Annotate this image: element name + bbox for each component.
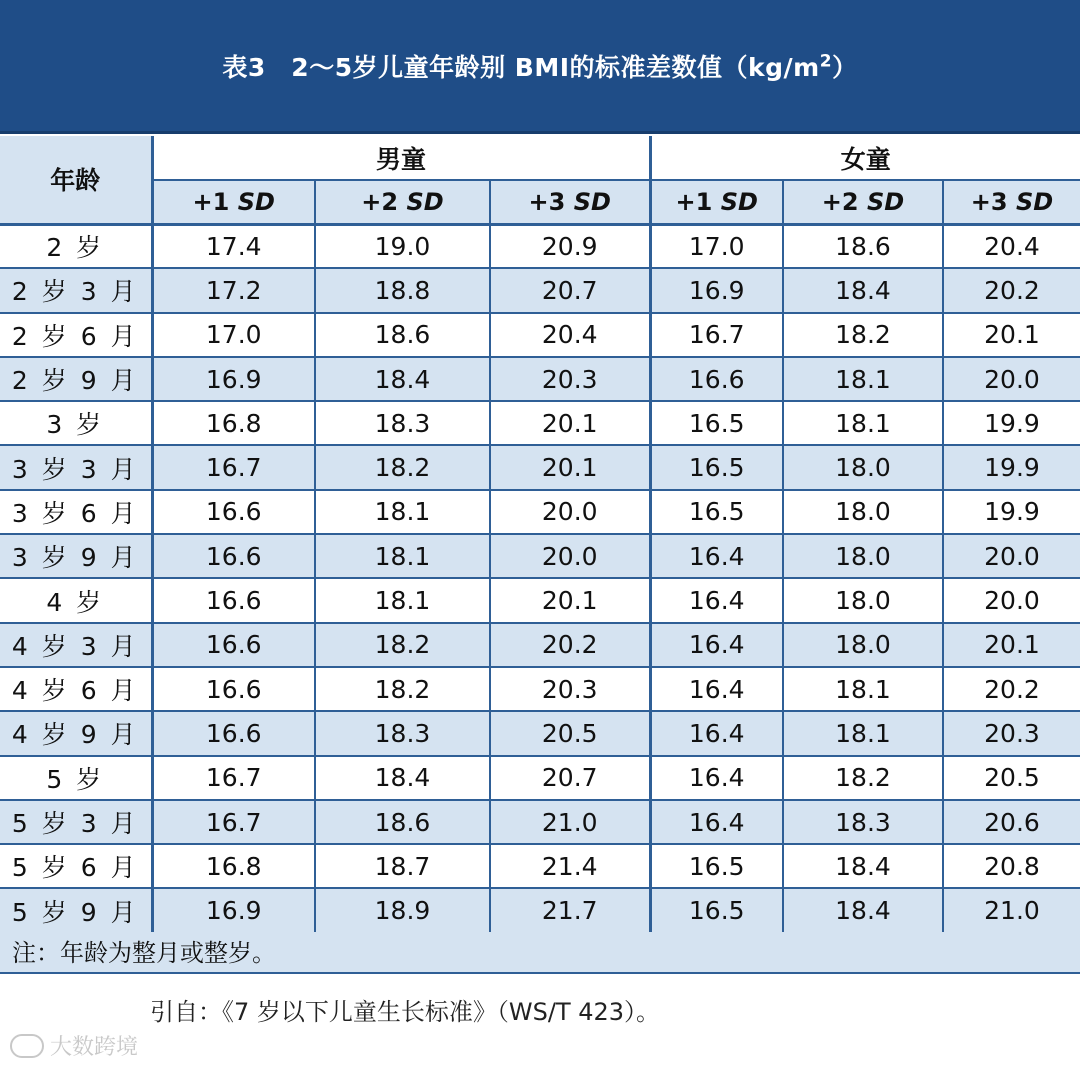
boys-plus3sd-cell: 21.4 — [490, 844, 650, 888]
table-row — [0, 268, 1080, 312]
boys-plus2sd-cell: 18.3 — [315, 401, 490, 445]
boys-plus1sd-cell: 16.9 — [152, 357, 315, 401]
age-cell: 4 岁 3 月 — [0, 623, 152, 667]
girls-plus3sd-cell: 20.5 — [943, 756, 1080, 800]
girls-plus2sd-cell: 18.1 — [783, 401, 943, 445]
table-row — [0, 313, 1080, 357]
age-cell: 4 岁 9 月 — [0, 711, 152, 755]
boys-plus3sd-cell: 20.4 — [490, 313, 650, 357]
boys-plus2sd-cell: 18.6 — [315, 313, 490, 357]
age-cell: 4 岁 6 月 — [0, 667, 152, 711]
age-cell: 2 岁 3 月 — [0, 268, 152, 312]
girls-plus1sd-cell: 17.0 — [650, 224, 783, 268]
boys-plus3sd-cell: 20.7 — [490, 268, 650, 312]
girls-plus3sd-cell: 20.1 — [943, 623, 1080, 667]
boys-plus2sd-cell: 19.0 — [315, 224, 490, 268]
boys-plus1sd-cell: 16.6 — [152, 578, 315, 622]
girls-plus1sd-cell: 16.5 — [650, 844, 783, 888]
table-row — [0, 756, 1080, 800]
boys-plus3sd-cell: 21.7 — [490, 888, 650, 932]
table-row — [0, 711, 1080, 755]
boys-plus1sd-cell: 16.6 — [152, 490, 315, 534]
age-cell: 5 岁 3 月 — [0, 800, 152, 844]
header-girls-plus2sd: +2 SD — [783, 180, 943, 224]
table-row — [0, 623, 1080, 667]
girls-plus1sd-cell: 16.9 — [650, 268, 783, 312]
girls-plus2sd-cell: 18.0 — [783, 534, 943, 578]
boys-plus1sd-cell: 17.4 — [152, 224, 315, 268]
boys-plus3sd-cell: 20.7 — [490, 756, 650, 800]
girls-plus3sd-cell: 20.0 — [943, 357, 1080, 401]
age-cell: 4 岁 — [0, 578, 152, 622]
age-cell: 2 岁 — [0, 224, 152, 268]
table-row — [0, 800, 1080, 844]
girls-plus2sd-cell: 18.4 — [783, 268, 943, 312]
boys-plus2sd-cell: 18.3 — [315, 711, 490, 755]
boys-plus2sd-cell: 18.8 — [315, 268, 490, 312]
girls-plus2sd-cell: 18.1 — [783, 357, 943, 401]
girls-plus1sd-cell: 16.6 — [650, 357, 783, 401]
header-girls-plus3sd: +3 SD — [943, 180, 1080, 224]
header-girls-plus1sd: +1 SD — [650, 180, 783, 224]
table-title-main: 表3 2～5岁儿童年龄别 BMI的标准差数值（kg/m — [222, 52, 820, 82]
boys-plus1sd-cell: 16.6 — [152, 534, 315, 578]
age-cell: 2 岁 6 月 — [0, 313, 152, 357]
header-boys-plus2sd: +2 SD — [315, 180, 490, 224]
watermark-logo-icon — [10, 1034, 44, 1058]
girls-plus1sd-cell: 16.4 — [650, 667, 783, 711]
boys-plus2sd-cell: 18.7 — [315, 844, 490, 888]
table-title-superscript: 2 — [819, 51, 833, 72]
girls-plus3sd-cell: 20.1 — [943, 313, 1080, 357]
table-row — [0, 445, 1080, 489]
boys-plus2sd-cell: 18.1 — [315, 578, 490, 622]
boys-plus1sd-cell: 17.2 — [152, 268, 315, 312]
girls-plus1sd-cell: 16.4 — [650, 800, 783, 844]
girls-plus2sd-cell: 18.6 — [783, 224, 943, 268]
table-row — [0, 224, 1080, 268]
boys-plus3sd-cell: 20.1 — [490, 445, 650, 489]
girls-plus2sd-cell: 18.3 — [783, 800, 943, 844]
girls-plus1sd-cell: 16.5 — [650, 445, 783, 489]
table-row — [0, 578, 1080, 622]
table-row — [0, 534, 1080, 578]
girls-plus3sd-cell: 20.8 — [943, 844, 1080, 888]
age-cell: 2 岁 9 月 — [0, 357, 152, 401]
boys-plus3sd-cell: 20.2 — [490, 623, 650, 667]
girls-plus1sd-cell: 16.4 — [650, 756, 783, 800]
girls-plus2sd-cell: 18.2 — [783, 756, 943, 800]
girls-plus1sd-cell: 16.5 — [650, 490, 783, 534]
table-title-end: ） — [832, 52, 858, 82]
citation: 引自：《7 岁以下儿童生长标准》（WS/T 423）。 — [150, 998, 661, 1026]
girls-plus1sd-cell: 16.5 — [650, 401, 783, 445]
boys-plus1sd-cell: 16.7 — [152, 800, 315, 844]
header-age: 年龄 — [0, 136, 152, 224]
girls-plus3sd-cell: 20.2 — [943, 667, 1080, 711]
boys-plus1sd-cell: 16.6 — [152, 667, 315, 711]
watermark — [10, 1030, 138, 1061]
boys-plus1sd-cell: 17.0 — [152, 313, 315, 357]
boys-plus1sd-cell: 16.6 — [152, 623, 315, 667]
girls-plus3sd-cell: 20.2 — [943, 268, 1080, 312]
girls-plus1sd-cell: 16.5 — [650, 888, 783, 932]
age-cell: 3 岁 3 月 — [0, 445, 152, 489]
age-cell: 5 岁 9 月 — [0, 888, 152, 932]
girls-plus3sd-cell: 19.9 — [943, 445, 1080, 489]
age-cell: 5 岁 6 月 — [0, 844, 152, 888]
girls-plus3sd-cell: 19.9 — [943, 490, 1080, 534]
bmi-table — [0, 136, 1080, 934]
table-row — [0, 667, 1080, 711]
header-boys-plus3sd: +3 SD — [490, 180, 650, 224]
girls-plus2sd-cell: 18.4 — [783, 844, 943, 888]
girls-plus3sd-cell: 20.0 — [943, 578, 1080, 622]
girls-plus2sd-cell: 18.0 — [783, 490, 943, 534]
girls-plus1sd-cell: 16.4 — [650, 711, 783, 755]
table-row — [0, 357, 1080, 401]
girls-plus1sd-cell: 16.4 — [650, 578, 783, 622]
boys-plus2sd-cell: 18.4 — [315, 357, 490, 401]
boys-plus2sd-cell: 18.2 — [315, 667, 490, 711]
boys-plus3sd-cell: 20.1 — [490, 578, 650, 622]
boys-plus2sd-cell: 18.4 — [315, 756, 490, 800]
girls-plus2sd-cell: 18.0 — [783, 623, 943, 667]
boys-plus2sd-cell: 18.1 — [315, 534, 490, 578]
girls-plus2sd-cell: 18.1 — [783, 711, 943, 755]
table-row — [0, 888, 1080, 932]
header-boys: 男童 — [152, 136, 650, 180]
boys-plus1sd-cell: 16.9 — [152, 888, 315, 932]
boys-plus3sd-cell: 20.0 — [490, 490, 650, 534]
girls-plus3sd-cell: 20.0 — [943, 534, 1080, 578]
table-note: 注：年龄为整月或整岁。 — [0, 932, 1080, 974]
girls-plus2sd-cell: 18.4 — [783, 888, 943, 932]
boys-plus1sd-cell: 16.7 — [152, 445, 315, 489]
boys-plus2sd-cell: 18.2 — [315, 623, 490, 667]
age-cell: 3 岁 9 月 — [0, 534, 152, 578]
table-title-bar — [0, 0, 1080, 134]
girls-plus1sd-cell: 16.4 — [650, 623, 783, 667]
girls-plus1sd-cell: 16.7 — [650, 313, 783, 357]
girls-plus3sd-cell: 19.9 — [943, 401, 1080, 445]
table-body — [0, 224, 1080, 933]
table-row — [0, 844, 1080, 888]
table-row — [0, 490, 1080, 534]
boys-plus3sd-cell: 20.1 — [490, 401, 650, 445]
watermark-text: 大数跨境 — [50, 1035, 139, 1060]
boys-plus1sd-cell: 16.6 — [152, 711, 315, 755]
age-cell: 5 岁 — [0, 756, 152, 800]
girls-plus3sd-cell: 20.4 — [943, 224, 1080, 268]
boys-plus3sd-cell: 20.0 — [490, 534, 650, 578]
boys-plus2sd-cell: 18.2 — [315, 445, 490, 489]
girls-plus3sd-cell: 20.6 — [943, 800, 1080, 844]
age-cell: 3 岁 — [0, 401, 152, 445]
girls-plus3sd-cell: 21.0 — [943, 888, 1080, 932]
girls-plus3sd-cell: 20.3 — [943, 711, 1080, 755]
girls-plus2sd-cell: 18.1 — [783, 667, 943, 711]
header-boys-plus1sd: +1 SD — [152, 180, 315, 224]
boys-plus3sd-cell: 20.9 — [490, 224, 650, 268]
boys-plus1sd-cell: 16.8 — [152, 401, 315, 445]
girls-plus2sd-cell: 18.0 — [783, 578, 943, 622]
boys-plus3sd-cell: 20.3 — [490, 357, 650, 401]
boys-plus2sd-cell: 18.1 — [315, 490, 490, 534]
boys-plus3sd-cell: 21.0 — [490, 800, 650, 844]
boys-plus1sd-cell: 16.8 — [152, 844, 315, 888]
table-title — [222, 48, 857, 84]
boys-plus3sd-cell: 20.5 — [490, 711, 650, 755]
boys-plus2sd-cell: 18.6 — [315, 800, 490, 844]
boys-plus1sd-cell: 16.7 — [152, 756, 315, 800]
table-row — [0, 401, 1080, 445]
girls-plus2sd-cell: 18.0 — [783, 445, 943, 489]
header-girls: 女童 — [650, 136, 1080, 180]
girls-plus2sd-cell: 18.2 — [783, 313, 943, 357]
girls-plus1sd-cell: 16.4 — [650, 534, 783, 578]
boys-plus3sd-cell: 20.3 — [490, 667, 650, 711]
boys-plus2sd-cell: 18.9 — [315, 888, 490, 932]
age-cell: 3 岁 6 月 — [0, 490, 152, 534]
